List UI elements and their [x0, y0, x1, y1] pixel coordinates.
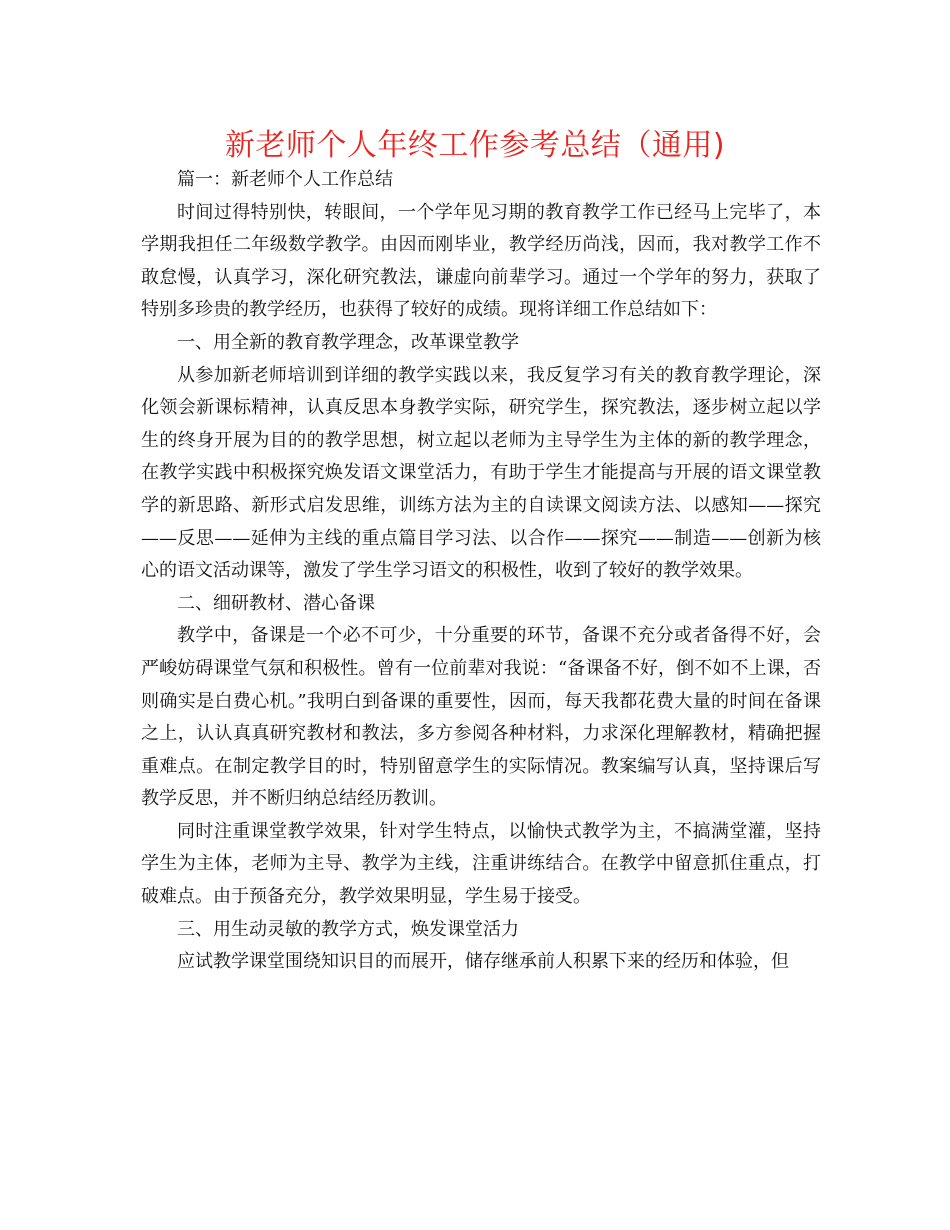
- body-paragraph: 同时注重课堂教学效果，针对学生特点，以愉快式教学为主，不搞满堂灌，坚持学生为主体，老师为主导、教学为主线，注重讲练结合。在教学中留意抓住重点，打破难点。由于预备充分，教学效果明显，学生易于接受。: [141, 820, 821, 908]
- body-paragraph: 应试教学课堂围绕知识目的而展开，储存继承前人积累下来的经历和体验，但: [177, 951, 789, 973]
- body-paragraph: 时间过得特别快，转眼间，一个学年见习期的教育教学工作已经马上完毕了，本学期我担任二年级数学教学。由因而刚毕业，教学经历尚浅，因而，我对教学工作不敢怠慢，认真学习，深化研究教法，谦虚向前辈学习。通过一个学年的努力，获取了特别多珍贵的教学经历，也获得了较好的成绩。现将详细工作总结如下：: [141, 201, 821, 321]
- section-heading: 篇一：新老师个人工作总结: [177, 169, 393, 190]
- document-body: [141, 164, 821, 979]
- section-heading: 三、用生动灵敏的教学方式，焕发课堂活力: [177, 918, 519, 940]
- document-title: 新老师个人年终工作参考总结（通用): [224, 128, 726, 163]
- section-heading: 二、细研教材、潜心备课: [177, 592, 375, 614]
- body-paragraph: 从参加新老师培训到详细的教学实践以来，我反复学习有关的教育教学理论，深化领会新课标精神，认真反思本身教学实际，研究学生，探究教法，逐步树立起以学生的终身开展为目的的教学思想，树立起以老师为主导学生为主体的新的教学理念，在教学实践中积极探究焕发语文课堂活力，有助于学生才能提高与开展的语文课堂教学的新思路、新形式启发思维，训练方法为主的自读课文阅读方法、以感知——探究——反思——延伸为主线的重点篇目学习法、以合作——探究——制造——创新为核心的语文活动课等，激发了学生学习语文的积极性，收到了较好的教学效果。: [141, 364, 821, 582]
- body-paragraph: 教学中，备课是一个必不可少，十分重要的环节，备课不充分或者备得不好，会严峻妨碍课堂气氛和积极性。曾有一位前辈对我说：“备课备不好，倒不如不上课，否则确实是白费心机。”我明白到备课的重要性，因而，每天我都花费大量的时间在备课之上，认认真真研究教材和教法，多方参阅各种材料，力求深化理解教材，精确把握重难点。在制定教学目的时，特别留意学生的实际情况。教案编写认真，坚持课后写教学反思，并不断归纳总结经历教训。: [141, 625, 821, 810]
- section-heading: 一、用全新的教育教学理念，改革课堂教学: [177, 331, 519, 353]
